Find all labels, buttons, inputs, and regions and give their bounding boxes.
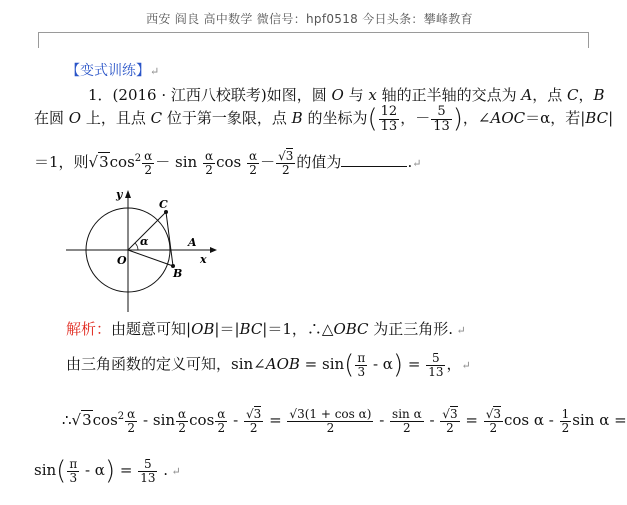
radicand: 3 xyxy=(253,407,262,421)
denominator: 2 xyxy=(249,420,258,435)
section-title: 【变式训练】 xyxy=(66,63,150,79)
paren-close: ) xyxy=(392,350,404,380)
text: |＝| xyxy=(214,320,240,338)
problem-line-3: ＝1，则$√3\cos^2$ $\frac{\alpha}{2}$ － sin $\frac{\alpha}{2}$ cos $\frac{\alpha}{2}$ － $\frac{√3}{2}$ 的值为 .↵ xyxy=(34,149,422,177)
sqrt-3: √3 xyxy=(88,153,109,172)
text: ， xyxy=(578,86,594,104)
angle-arc xyxy=(135,243,138,250)
numerator: α xyxy=(204,149,214,163)
label-C: C xyxy=(159,198,168,211)
var-AOC: AOC xyxy=(490,109,526,127)
denominator: 13 xyxy=(140,470,156,485)
numerator: α xyxy=(144,149,153,163)
text: cos xyxy=(109,153,135,172)
paren-close: ) xyxy=(104,456,116,486)
text: cos xyxy=(216,153,246,172)
var-C: C xyxy=(150,109,163,127)
denominator: 13 xyxy=(433,118,450,134)
unit-circle-figure xyxy=(60,184,220,314)
text: 位于第一象限，点 xyxy=(162,109,292,127)
var-BC: BC xyxy=(585,109,609,127)
denominator: 3 xyxy=(69,470,78,485)
numerator: sin α xyxy=(392,407,422,421)
text: 的坐标为 xyxy=(302,109,368,127)
text: ，点 xyxy=(532,86,567,104)
exponent: 2 xyxy=(134,153,142,165)
var-B: B xyxy=(291,109,303,127)
numerator: 5 xyxy=(426,352,445,366)
fraction-sqrt3-one-plus-cos-over-2 xyxy=(287,408,373,434)
label-A: A xyxy=(188,236,197,249)
label-x: x xyxy=(200,253,207,266)
text: | xyxy=(608,109,614,127)
paren-close: ) xyxy=(452,104,463,134)
fraction-5-13 xyxy=(431,105,452,133)
radicand: 3 xyxy=(449,407,458,421)
numerator: α xyxy=(127,407,136,421)
denominator: 2 xyxy=(281,162,290,177)
text: - α xyxy=(368,355,393,373)
problem-line-2 xyxy=(34,104,613,134)
text: - xyxy=(228,411,244,430)
solution-label: 解析： xyxy=(66,320,112,338)
header-rule-left xyxy=(38,32,39,48)
paren-open: ( xyxy=(56,456,67,486)
text: ＝1，则 xyxy=(34,153,89,172)
fraction-sqrt3-2 xyxy=(276,150,295,176)
var-OB: OB xyxy=(191,320,215,338)
numerator: α xyxy=(249,149,258,163)
denominator: 2 xyxy=(326,420,335,435)
text: 为正三角形. xyxy=(368,320,454,338)
var-O: O xyxy=(331,86,344,104)
paren-open: ( xyxy=(367,104,378,134)
label-O: O xyxy=(117,254,127,267)
numerator-text: 3(1 + cos α) xyxy=(297,407,372,421)
denominator: 3 xyxy=(357,364,366,379)
solution-line-2: 由三角函数的定义可知，sin∠AOB = sin( $\frac{\pi}{3}$ - α) = $\frac{5}{13}$ ，↵ xyxy=(66,350,471,380)
radicand: 3 xyxy=(99,153,109,172)
fraction-sin-alpha-2 xyxy=(390,408,424,434)
text: = xyxy=(264,411,287,430)
text: 的值为 xyxy=(296,153,342,172)
text: . xyxy=(407,153,413,172)
text: 上，且点 xyxy=(81,109,151,127)
problem-line-1 xyxy=(88,84,605,105)
text: 在圆 xyxy=(34,109,69,127)
text: = xyxy=(460,411,483,430)
text: 由题意可知| xyxy=(111,320,192,338)
solution-line-4: sin( $\frac{\pi}{3}$ - α) = $\frac{5}{13}$ . ↵ xyxy=(34,456,181,486)
fraction-pi-3 xyxy=(67,458,79,484)
text: - α xyxy=(80,461,105,479)
fraction-sqrt3-2 xyxy=(484,408,503,434)
fraction-alpha-2 xyxy=(142,150,154,176)
text: |＝1，∴△ xyxy=(262,320,334,338)
solution-line-1: 解析：由题意可知|OB|＝|BC|＝1，∴△OBC 为正三角形. ↵ xyxy=(66,320,466,338)
denominator: 2 xyxy=(127,420,136,435)
text: ，∠ xyxy=(462,109,491,127)
denominator: 2 xyxy=(446,420,454,435)
text: cos α - xyxy=(504,411,559,430)
segment-OB xyxy=(128,250,173,266)
fraction-alpha-2 xyxy=(125,408,137,434)
text: ＝α，若| xyxy=(525,109,586,127)
text: cos xyxy=(92,411,118,430)
text: 由三角函数的定义可知，sin∠ xyxy=(66,355,266,373)
fraction-alpha-2 xyxy=(247,150,259,176)
text: - sin xyxy=(138,411,176,430)
label-B: B xyxy=(173,267,183,280)
text: 与 xyxy=(343,86,369,104)
radicand: 3 xyxy=(285,149,294,163)
denominator: 2 xyxy=(178,420,186,435)
text: = sin xyxy=(299,355,345,373)
sqrt-3: √3 xyxy=(71,411,92,430)
fraction-pi-3 xyxy=(355,352,367,378)
section-title-row: 【变式训练】↵ xyxy=(66,63,160,79)
var-O: O xyxy=(68,109,82,127)
var-A: A xyxy=(521,86,533,104)
text: 1．(2016 · 江西八校联考)如图，圆 xyxy=(88,86,332,104)
text: － sin xyxy=(155,153,202,172)
label-y: y xyxy=(116,188,123,201)
numerator: α xyxy=(217,407,226,421)
text: ∴ xyxy=(62,411,72,430)
numerator: √3 xyxy=(278,149,294,163)
header-rule xyxy=(38,32,589,33)
text: 轴的正半轴的交点为 xyxy=(376,86,522,104)
text: ，－ xyxy=(400,109,431,127)
var-AOB: AOB xyxy=(265,355,300,373)
numerator: √3 xyxy=(485,407,501,421)
numerator: √3 xyxy=(442,407,458,421)
fraction-sqrt3-2 xyxy=(244,408,263,434)
label-alpha: α xyxy=(140,235,149,248)
var-OBC: OBC xyxy=(333,320,369,338)
fraction-alpha-2 xyxy=(215,408,227,434)
denominator: 2 xyxy=(217,420,226,435)
numerator: π xyxy=(357,350,366,365)
text: ， xyxy=(446,355,462,373)
denominator: 2 xyxy=(144,162,153,177)
text: sin xyxy=(34,461,57,479)
denominator: 2 xyxy=(403,420,411,435)
numerator: 5 xyxy=(431,105,452,120)
fraction-5-13 xyxy=(138,458,157,484)
denominator: 2 xyxy=(249,162,257,177)
numerator: 1 xyxy=(561,407,570,421)
page-header: 西安 阎良 高中数学 微信号：hpf0518 今日头条：攀峰教育 xyxy=(146,12,473,26)
numerator: √3 xyxy=(246,407,262,421)
denominator: 2 xyxy=(489,420,498,435)
var-C: C xyxy=(567,86,579,104)
answer-blank xyxy=(341,152,407,167)
numerator: α xyxy=(178,407,187,421)
solution-line-3 xyxy=(62,408,627,434)
numerator: 5 xyxy=(138,458,157,472)
radicand: 3 xyxy=(493,407,501,421)
text: － xyxy=(260,153,276,172)
numerator: √3(1 + cos α) xyxy=(289,407,372,421)
header-rule-right xyxy=(588,32,589,48)
text: . xyxy=(158,461,169,479)
denominator: 13 xyxy=(428,364,444,379)
text: cos xyxy=(189,411,215,430)
text: = xyxy=(403,355,426,373)
fraction-12-13 xyxy=(379,105,400,133)
var-B: B xyxy=(593,86,605,104)
fraction-1-2 xyxy=(560,408,572,434)
fraction-alpha-2 xyxy=(176,408,188,434)
fraction-alpha-2 xyxy=(203,150,215,176)
numerator: 12 xyxy=(380,103,398,119)
y-axis-arrow xyxy=(125,190,131,198)
exponent: 2 xyxy=(117,411,125,423)
x-axis-arrow xyxy=(210,247,217,253)
text: - xyxy=(374,411,390,430)
fraction-5-13 xyxy=(426,352,445,378)
denominator: 2 xyxy=(205,162,213,177)
paren-open: ( xyxy=(344,350,355,380)
text: = xyxy=(115,461,138,479)
text: - xyxy=(424,411,440,430)
radicand: 3 xyxy=(82,411,92,430)
denominator: 13 xyxy=(380,118,398,134)
numerator: π xyxy=(69,456,78,471)
var-x: x xyxy=(368,86,377,104)
var-BC: BC xyxy=(239,320,263,338)
fraction-sqrt3-2 xyxy=(440,408,459,434)
text: sin α = xyxy=(572,411,627,430)
denominator: 2 xyxy=(561,420,570,435)
